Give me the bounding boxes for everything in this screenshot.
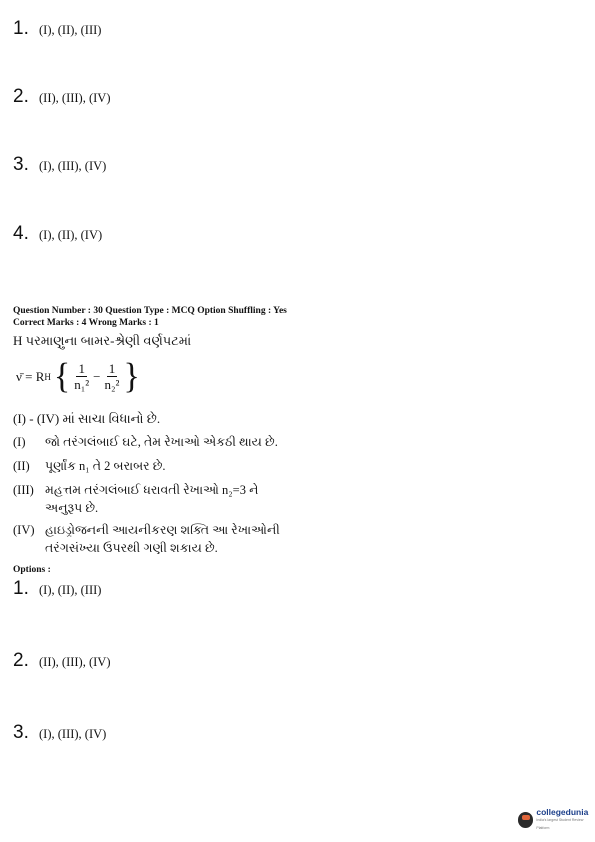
- fraction-1: [74, 362, 89, 392]
- statement-label: (II): [13, 459, 30, 473]
- logo-mascot-icon: [518, 812, 533, 828]
- prev-option-1: [13, 18, 101, 40]
- statement-text: મહત્તમ તરંગલંબાઈ ધરાવતી રેખાઓ n₂=3 ને: [45, 483, 259, 497]
- option-text: (I), (II), (IV): [39, 228, 103, 242]
- option-text: (I), (III), (IV): [39, 727, 107, 741]
- option-2[interactable]: [13, 650, 110, 672]
- statement-1: [13, 435, 278, 450]
- option-text: (I), (II), (III): [39, 23, 102, 37]
- fraction-2-denominator: n₂²: [104, 377, 120, 392]
- fraction-1-denominator: n₁²: [74, 377, 90, 392]
- option-number: 3.: [13, 722, 29, 743]
- prev-option-4: [13, 223, 102, 245]
- option-number: 1.: [13, 578, 29, 599]
- option-number: 2.: [13, 650, 29, 671]
- options-heading: Options :: [13, 565, 51, 575]
- formula-lhs: ν̄ = R: [16, 369, 45, 384]
- statement-label: (III): [13, 483, 34, 497]
- left-brace-icon: {: [53, 357, 71, 396]
- option-number: 3.: [13, 154, 29, 175]
- option-1[interactable]: [13, 578, 101, 600]
- statement-3: [13, 483, 258, 498]
- rydberg-formula: [16, 357, 140, 396]
- statement-text: જો તરંગલંબાઈ ઘટે, તેમ રેખાઓ એકઠી થાય છે.: [45, 435, 278, 449]
- logo-tagline: India's largest Student Review Platform: [536, 818, 584, 830]
- statement-4: [13, 523, 280, 538]
- option-text: (I), (III), (IV): [39, 159, 107, 173]
- statement-label: (I): [13, 435, 26, 449]
- statement-text: પૂર્ણાંક n₁ તે 2 બરાબર છે.: [45, 459, 166, 473]
- statement-intro: (I) - (IV) માં સાચા વિધાનો છે.: [13, 411, 161, 426]
- logo-name: collegedunia: [536, 807, 589, 817]
- option-number: 1.: [13, 18, 29, 39]
- question-meta-line2: Correct Marks : 4 Wrong Marks : 1: [13, 318, 159, 328]
- statement-2: [13, 459, 166, 474]
- formula-sub: H: [44, 372, 51, 382]
- formula-minus: −: [93, 369, 101, 384]
- question-title: H પરમાણુના બામર-શ્રેણી વર્ણપટમાં: [13, 333, 192, 348]
- statement-label: (IV): [13, 523, 35, 537]
- collegedunia-logo: [518, 808, 595, 832]
- fraction-1-numerator: 1: [78, 361, 85, 376]
- option-3[interactable]: [13, 722, 106, 744]
- option-number: 4.: [13, 223, 29, 244]
- question-meta-line1: Question Number : 30 Question Type : MCQ Option Shuffling : Yes: [13, 306, 287, 316]
- fraction-2-numerator: 1: [108, 361, 116, 376]
- statement-3-continuation: અનુરૂપ છે.: [45, 501, 99, 515]
- statement-4-continuation: તરંગસંખ્યા ઉપરથી ગણી શકાય છે.: [45, 541, 218, 555]
- question-meta: [13, 305, 287, 329]
- right-brace-icon: }: [123, 357, 140, 396]
- fraction-2: [105, 362, 120, 392]
- option-text: (I), (II), (III): [39, 583, 102, 597]
- logo-text: [536, 808, 595, 832]
- statement-text: હાઇડ્રોજનની આયનીકરણ શક્તિ આ રેખાઓની: [45, 523, 280, 537]
- prev-option-3: [13, 154, 106, 176]
- option-text: (II), (III), (IV): [39, 655, 111, 669]
- prev-option-2: [13, 86, 110, 108]
- option-text: (II), (III), (IV): [39, 91, 111, 105]
- option-number: 2.: [13, 86, 29, 107]
